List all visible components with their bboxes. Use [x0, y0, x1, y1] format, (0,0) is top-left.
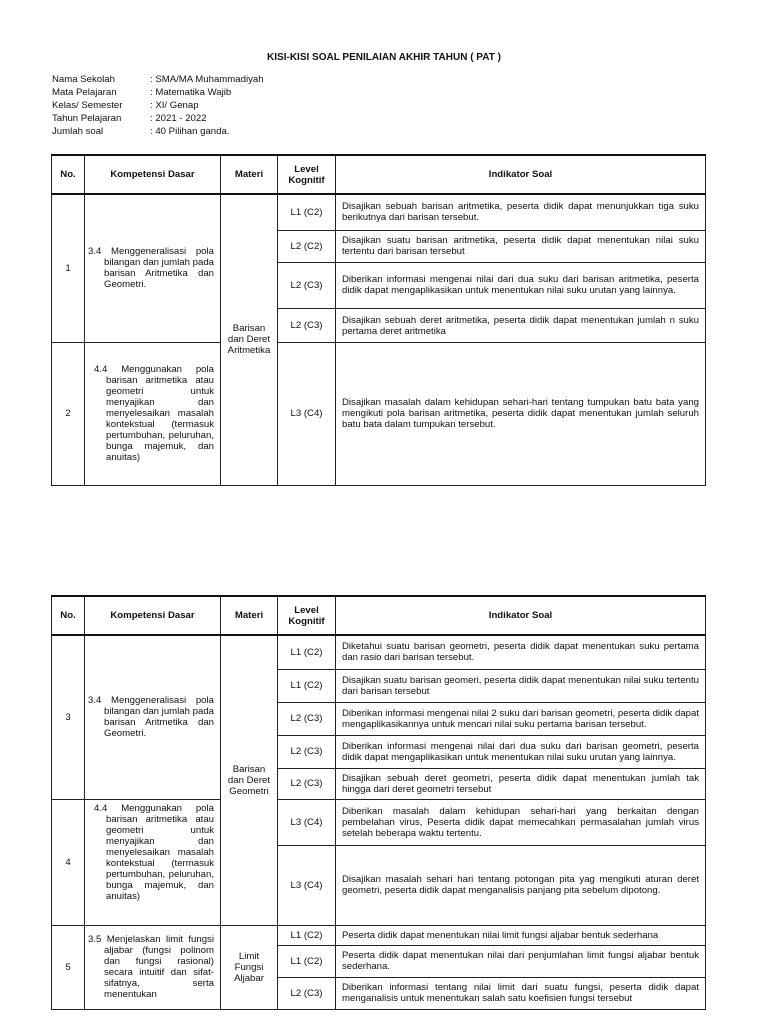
level-kognitif: L1 (C2)	[278, 945, 336, 977]
materi-cell: Barisan dan Deret Geometri	[221, 635, 278, 925]
indikator-soal: Disajikan sebuah deret aritmetika, peserta didik dapat menentukan jumlah n suku pertama deret aritmetika	[336, 308, 706, 342]
table-row	[52, 635, 706, 669]
indikator-soal: Disajikan sebuah deret geometri, peserta didik dapat menentukan jumlah tak hingga dari deret geometri tersebut	[336, 768, 706, 799]
level-kognitif: L2 (C3)	[278, 308, 336, 342]
header-kompetensi-dasar: Kompetensi Dasar	[85, 596, 221, 635]
meta-row-count	[52, 125, 264, 138]
kd-text: 4.4 Menggunakan pola barisan aritmetika atau geometri untuk menyajikan dan menyelesaikan masalah kontekstual (termasuk pertumbuhan, peluruhan, bunga majemuk, dan anuitas)	[94, 364, 214, 463]
level-kognitif: L1 (C2)	[278, 669, 336, 702]
header-no: No.	[52, 596, 85, 635]
row-number: 2	[52, 342, 85, 485]
level-kognitif: L3 (C4)	[278, 799, 336, 845]
indikator-soal: Peserta didik dapat menentukan nilai dari penjumlahan limit fungsi aljabar bentuk sederhana.	[336, 945, 706, 977]
meta-label: Tahun Pelajaran	[52, 113, 122, 124]
kd-text: 3.5 Menjelaskan limit fungsi aljabar (fungsi polinom dan fungsi rasional) secara intuitif dan sifat-sifatnya, serta menentukan	[88, 934, 214, 1000]
indikator-soal: Disajikan sebuah barisan aritmetika, peserta didik dapat menunjukkan tiga suku berikutnya dari barisan tersebut.	[336, 194, 706, 230]
header-materi: Materi	[221, 155, 278, 194]
header-level-kognitif: Level Kognitif	[278, 155, 336, 194]
header-indikator-soal: Indikator Soal	[336, 155, 706, 194]
table-row	[52, 194, 706, 230]
level-kognitif: L1 (C2)	[278, 194, 336, 230]
indikator-soal: Diberikan informasi mengenai nilai dari dua suku dari barisan geometri, peserta didik dapat mengaplikasikan untuk menentukan nilai suku urutan yang lainnya.	[336, 735, 706, 768]
indikator-soal: Disajikan suatu barisan geomeri, peserta didik dapat menentukan nilai suku tertentu dari barisan tersebut	[336, 669, 706, 702]
header-materi: Materi	[221, 596, 278, 635]
level-kognitif: L3 (C4)	[278, 342, 336, 485]
table-row	[52, 799, 706, 845]
indikator-soal: Disajikan masalah sehari hari tentang potongan pita yag mengikuti aturan deret geometri, peserta didik dapat menganalisis panjang pita sebelum dipotong.	[336, 845, 706, 925]
table-row	[52, 342, 706, 485]
indikator-soal: Disajikan masalah dalam kehidupan sehari-hari tentang tumpukan batu bata yang mengikuti pola barisan aritmetika, peserta didik dapat menentukan jumlah seluruh batu bata dalam tumpukan tersebut.	[336, 342, 706, 485]
kompetensi-dasar	[85, 799, 221, 925]
kompetensi-dasar	[85, 194, 221, 342]
kompetensi-dasar	[85, 925, 221, 1009]
level-kognitif: L2 (C3)	[278, 735, 336, 768]
kisi-table-1	[51, 154, 706, 486]
indikator-soal: Diberikan informasi mengenai nilai dari dua suku dari barisan aritmetika, peserta didik dapat mengaplikasikan untuk menentukan nilai suku urutan yang lainnya.	[336, 262, 706, 308]
header-level-kognitif: Level Kognitif	[278, 596, 336, 635]
meta-value: : XI/ Genap	[150, 100, 199, 111]
level-kognitif: L2 (C3)	[278, 768, 336, 799]
kompetensi-dasar	[85, 342, 221, 485]
kompetensi-dasar	[85, 635, 221, 799]
meta-row-class	[52, 99, 264, 112]
indikator-soal: Disajikan suatu barisan aritmetika, peserta didik dapat menentukan nilai suku tertentu dari barisan tersebut	[336, 230, 706, 262]
indikator-soal: Peserta didik dapat menentukan nilai limit fungsi aljabar bentuk sederhana	[336, 925, 706, 945]
table-header-row	[52, 155, 706, 194]
level-kognitif: L2 (C2)	[278, 230, 336, 262]
level-kognitif: L2 (C3)	[278, 977, 336, 1009]
level-kognitif: L1 (C2)	[278, 925, 336, 945]
level-kognitif: L1 (C2)	[278, 635, 336, 669]
meta-row-year	[52, 112, 264, 125]
level-kognitif: L3 (C4)	[278, 845, 336, 925]
table-header-row	[52, 596, 706, 635]
row-number: 3	[52, 635, 85, 799]
document-meta	[52, 73, 264, 138]
header-no: No.	[52, 155, 85, 194]
row-number: 1	[52, 194, 85, 342]
row-number: 5	[52, 925, 85, 1009]
meta-value: : 2021 - 2022	[150, 113, 207, 124]
page-title: KISI-KISI SOAL PENILAIAN AKHIR TAHUN ( PAT )	[267, 52, 501, 63]
table-row	[52, 925, 706, 945]
kd-text: 3.4 Menggeneralisasi pola bilangan dan jumlah pada barisan Aritmetika dan Geometri.	[88, 246, 214, 291]
meta-value: : Matematika Wajib	[150, 87, 232, 98]
meta-value: : 40 Pilihan ganda.	[150, 126, 230, 137]
meta-value: : SMA/MA Muhammadiyah	[150, 74, 264, 85]
kd-text: 4.4 Menggunakan pola barisan aritmetika atau geometri untuk menyajikan dan menyelesaikan masalah kontekstual (termasuk pertumbuhan, peluruhan, bunga majemuk, dan anuitas)	[94, 802, 214, 902]
header-indikator-soal: Indikator Soal	[336, 596, 706, 635]
meta-label: Kelas/ Semester	[52, 100, 123, 111]
indikator-soal: Diberikan informasi tentang nilai limit dari suatu fungsi, peserta didik dapat menganalisis untuk menentukan salah satu koefisien fungsi tersebut	[336, 977, 706, 1009]
level-kognitif: L2 (C3)	[278, 702, 336, 735]
header-kompetensi-dasar: Kompetensi Dasar	[85, 155, 221, 194]
meta-row-school	[52, 73, 264, 86]
kisi-table-2	[51, 595, 706, 1010]
meta-row-subject	[52, 86, 264, 99]
meta-label: Jumlah soal	[52, 126, 104, 137]
materi-cell: Barisan dan Deret Aritmetika	[221, 194, 278, 485]
meta-label: Nama Sekolah	[52, 74, 115, 85]
materi-cell: Limit Fungsi Aljabar	[221, 925, 278, 1009]
level-kognitif: L2 (C3)	[278, 262, 336, 308]
indikator-soal: Diberikan informasi mengenai nilai 2 suku dari barisan geometri, peserta didik dapat mengaplikasikannya untuk mencari nilai suku pertama barisan tersebut.	[336, 702, 706, 735]
meta-label: Mata Pelajaran	[52, 87, 117, 98]
row-number: 4	[52, 799, 85, 925]
indikator-soal: Diketahui suatu barisan geometri, peserta didik dapat menentukan suku pertama dan rasio dari barisan tersebut.	[336, 635, 706, 669]
kd-text: 3.4 Menggeneralisasi pola bilangan dan jumlah pada barisan Aritmetika dan Geometri.	[88, 695, 214, 740]
indikator-soal: Diberikan masalah dalam kehidupan sehari-hari yang berkaitan dengan pembelahan virus, Peserta didik dapat memecahkan permasalahan jumlah virus setelah beberapa waktu tertentu.	[336, 799, 706, 845]
